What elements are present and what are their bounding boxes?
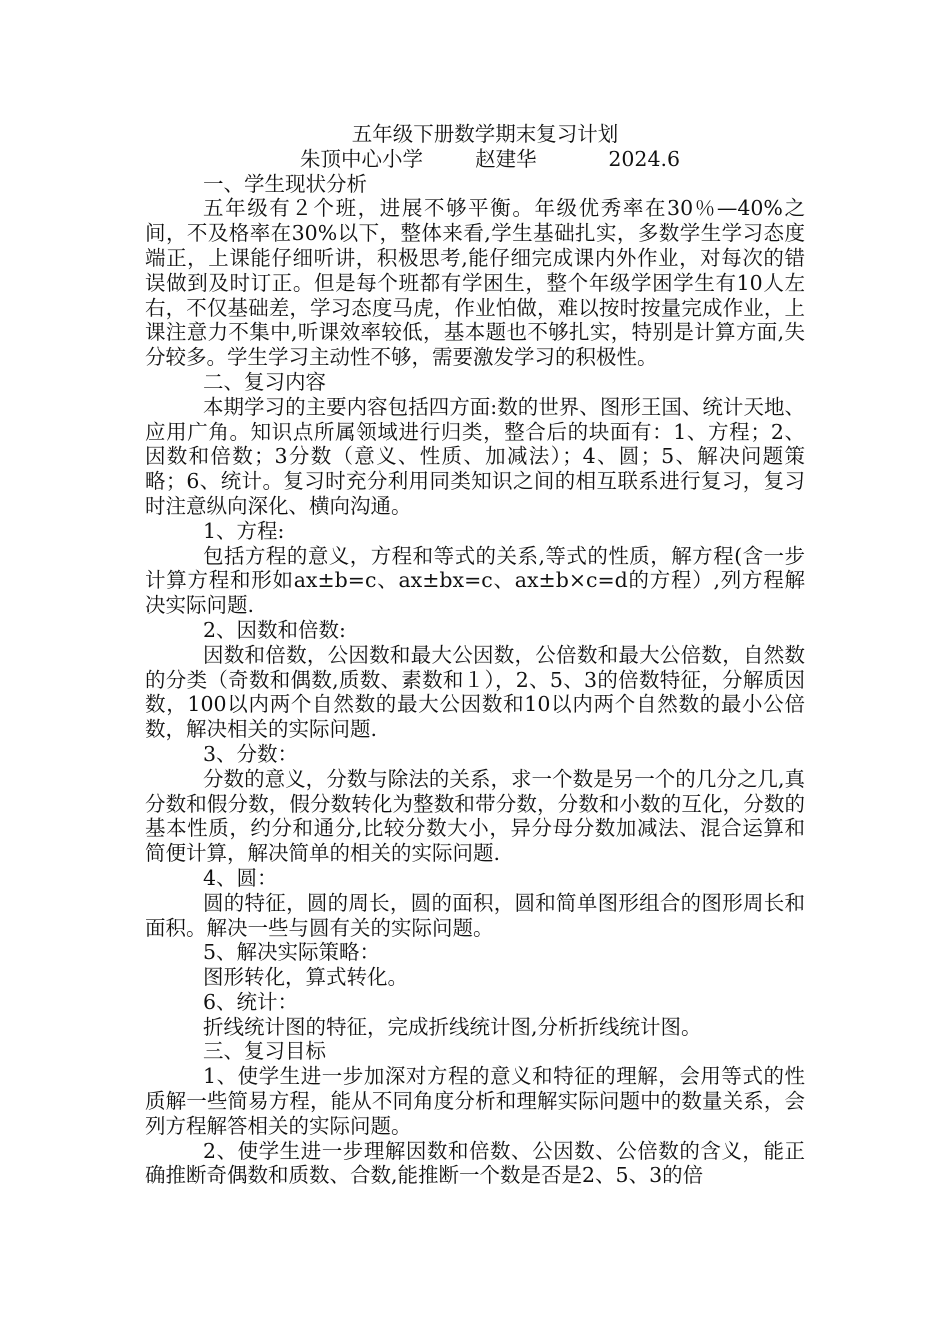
item-body-statistics: 折线统计图的特征，完成折线统计图,分析折线统计图。 (203, 1014, 702, 1039)
item-heading-strategy: 5、解决实际策略： (203, 940, 381, 965)
item-body-strategy: 图形转化，算式转化。 (203, 965, 408, 990)
byline (145, 147, 805, 172)
section-heading-3: 三、复习目标 (203, 1039, 326, 1064)
section-paragraph-1: 五年级有２个班，进展不够平衡。年级优秀率在30％—40%之间，不及格率在30%以下，整体来看,学生基础扎实，多数学生学习态度端正，上课能仔细听讲，积极思考,能仔细完成课内外作业，对每次的错误做到及时订正。但是每个班都有学困生，整个年级学困学生有10人左右，不仅基础差，学习态度马虎，作业怕做，难以按时按量完成作业，上课注意力不集中,听课效率较低，基本题也不够扎实，特别是计算方面,失分较多。学生学习主动性不够，需要激发学习的积极性。 (145, 196, 805, 370)
section-paragraph-2: 本期学习的主要内容包括四方面:数的世界、图形王国、统计天地、应用广角。知识点所属领域进行归类，整合后的块面有：1、方程；2、因数和倍数；3分数（意义、性质、加减法）；4、圆；5、解决问题策略；6、统计。复习时充分利用同类知识之间的相互联系进行复习，复习时注意纵向深化、横向沟通。 (145, 394, 805, 518)
section-heading-2: 二、复习内容 (203, 369, 326, 394)
item-body-equation: 包括方程的意义，方程和等式的关系,等式的性质，解方程(含一步计算方程和形如ax±b=c、ax±bx=c、ax±b×c=d的方程）,列方程解决实际问题. (145, 543, 805, 618)
goal-paragraph-1: 1、使学生进一步加深对方程的意义和特征的理解，会用等式的性质解一些简易方程，能从不同角度分析和理解实际问题中的数量关系，会列方程解答相关的实际问题。 (145, 1064, 805, 1138)
item-heading-circle: 4、圆： (203, 865, 278, 890)
item-body-circle: 圆的特征，圆的周长，圆的面积，圆和简单图形组合的图形周长和面积。解决一些与圆有关的实际问题。 (145, 890, 805, 940)
item-body-factors: 因数和倍数，公因数和最大公因数，公倍数和最大公倍数，自然数的分类（奇数和偶数,质数、素数和１），2、5、3的倍数特征，分解质因数，100以内两个自然数的最大公因数和10以内两个自然数的最小公倍数，解决相关的实际问题. (145, 642, 805, 742)
section-heading-1: 一、学生现状分析 (203, 171, 367, 196)
byline-school: 朱顶中心小学 (300, 146, 423, 171)
item-heading-statistics: 6、统计： (203, 989, 299, 1014)
byline-date: 2024.6 (608, 146, 681, 171)
goal-paragraph-2: 2、使学生进一步理解因数和倍数、公因数、公倍数的含义，能正确推断奇偶数和质数、合数,能推断一个数是否是2、5、3的倍 (145, 1138, 805, 1188)
item-heading-factors: 2、因数和倍数: (203, 617, 346, 642)
document-body (145, 122, 805, 1188)
byline-author: 赵建华 (475, 146, 537, 171)
document-title: 五年级下册数学期末复习计划 (351, 122, 619, 146)
item-body-fractions: 分数的意义，分数与除法的关系，求一个数是另一个的几分之几,真分数和假分数，假分数转化为整数和带分数，分数和小数的互化，分数的基本性质，约分和通分,比较分数大小，异分母分数加减法、混合运算和简便计算，解决简单的相关的实际问题. (145, 766, 805, 866)
item-heading-fractions: 3、分数： (203, 741, 299, 766)
item-heading-equation: 1、方程: (203, 518, 285, 543)
